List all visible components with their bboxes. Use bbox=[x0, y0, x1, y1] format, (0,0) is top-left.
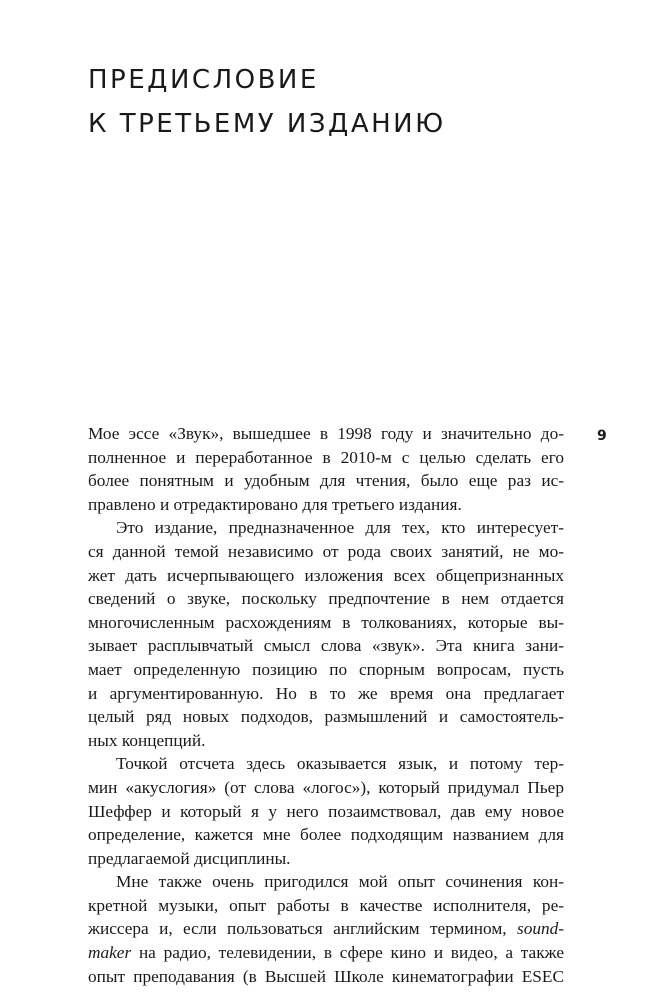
text-line: предлагаемой дисциплины. bbox=[88, 848, 291, 868]
text-line: опыт преподавания (в Высшей Школе кинематографии ESEC bbox=[88, 966, 564, 986]
text-line: жет дать исчерпывающего изложения всех общепризнанных bbox=[88, 565, 564, 585]
italic-term: sound- bbox=[516, 919, 565, 939]
chapter-title bbox=[88, 58, 446, 146]
chapter-title-line-1: ПРЕДИСЛОВИЕ bbox=[88, 65, 319, 95]
paragraph-1 bbox=[88, 422, 564, 516]
italic-term: maker bbox=[88, 943, 132, 963]
chapter-title-line-2: К ТРЕТЬЕМУ ИЗДАНИЮ bbox=[88, 109, 446, 139]
body-text bbox=[88, 422, 564, 988]
text-line: целый ряд новых подходов, размышлений и самостоятель- bbox=[88, 707, 564, 727]
text-line: Шеффер и который я у него позаимствовал, дав ему новое bbox=[88, 801, 564, 821]
text-line bbox=[88, 917, 564, 941]
text-line: правлено и отредактировано для третьего издания. bbox=[88, 494, 462, 514]
text-line: мает определенную позицию по спорным вопросам, пусть bbox=[88, 659, 564, 679]
page-number: 9 bbox=[597, 428, 607, 444]
paragraph-3 bbox=[88, 752, 564, 870]
text-line: зывает расплывчатый смысл слова «звук». Эта книга зани- bbox=[88, 636, 564, 656]
text-line: более понятным и удобным для чтения, было еще раз ис- bbox=[88, 471, 564, 491]
text-segment: жиссера и, если пользоваться английским термином, bbox=[88, 919, 507, 939]
text-line: полненное и переработанное в 2010-м с целью сделать его bbox=[88, 447, 564, 467]
text-line: мин «акуслогия» (от слова «логос»), который придумал Пьер bbox=[88, 777, 564, 797]
text-line: кретной музыки, опыт работы в качестве исполнителя, ре- bbox=[88, 895, 564, 915]
text-line: сведений о звуке, поскольку предпочтение в нем отдается bbox=[88, 589, 564, 609]
text-line: ся данной темой независимо от рода своих занятий, не мо- bbox=[88, 541, 564, 561]
text-segment: на радио, телевидении, в сфере кино и видео, а также bbox=[138, 943, 564, 963]
text-line: многочисленным расхождениям в толкованиях, которые вы- bbox=[88, 612, 564, 632]
text-line: Мое эссе «Звук», вышедшее в 1998 году и значительно до- bbox=[88, 424, 564, 443]
paragraph-2 bbox=[88, 516, 564, 752]
paragraph-4 bbox=[88, 870, 564, 988]
text-line: Мне также очень пригодился мой опыт сочинения кон- bbox=[116, 872, 564, 892]
text-line: Точкой отсчета здесь оказывается язык, и потому тер- bbox=[116, 754, 564, 774]
text-line bbox=[88, 941, 564, 965]
text-line: ных концепций. bbox=[88, 730, 206, 750]
text-line: и аргументированную. Но в то же время она предлагает bbox=[88, 683, 564, 703]
text-line: определение, кажется мне более подходящим названием для bbox=[88, 825, 564, 845]
text-line: Это издание, предназначенное для тех, кто интересует- bbox=[116, 518, 564, 538]
